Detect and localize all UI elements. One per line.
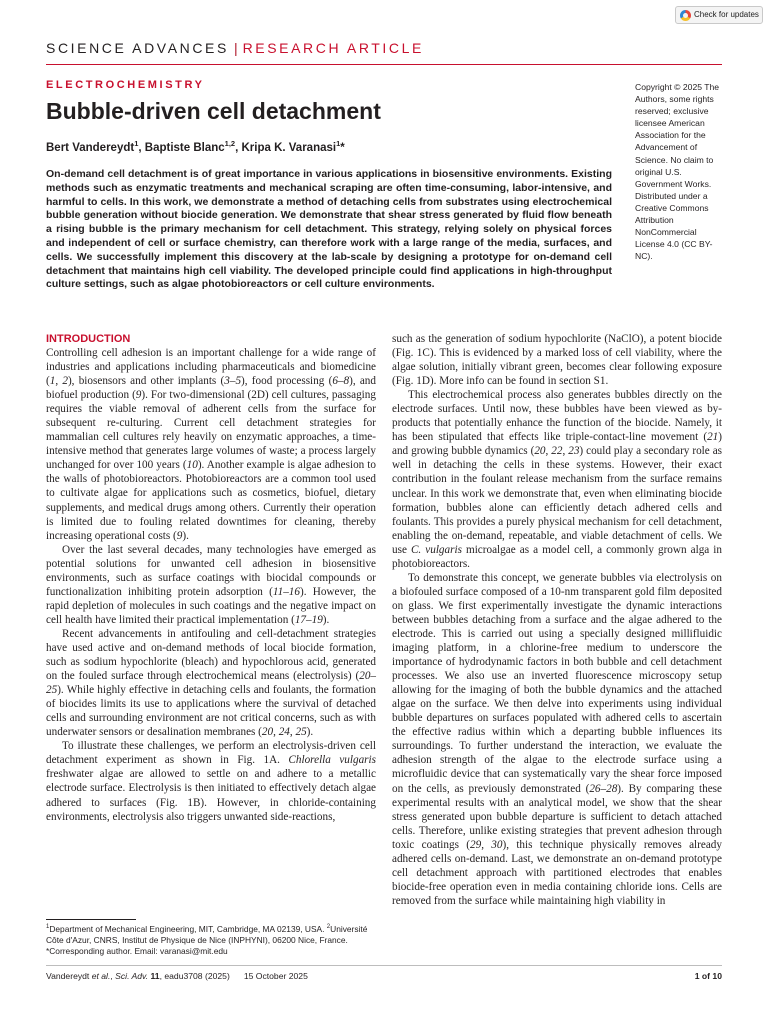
author-name: Bert Vandereydt: [46, 141, 135, 154]
reference-citation: 17–19: [294, 613, 323, 626]
reference-citation: 21: [707, 431, 719, 444]
reference-citation: 22: [551, 445, 563, 458]
author-affiliation-marker: 1: [134, 139, 139, 148]
reference-citation: 24: [278, 726, 290, 739]
footer-rule: [46, 965, 722, 966]
reference-citation: 20: [261, 726, 274, 739]
body-paragraph: Over the last several decades, many technologies have emerged as potential solutions for unwanted cell adhesion in biosensitive environments, such as surface coatings with biocidal compounds or functionalization inhibiting protein adsorption (11–16). However, the rapid depletion of molecules in such coatings and the negative impact on cell health have limited their practical implementation (17–19).: [46, 543, 376, 626]
reference-citation: 2: [62, 375, 68, 388]
body-paragraph: such as the generation of sodium hypochlorite (NaClO), a potent biocide (Fig. 1C). This is evidenced by a marked loss of cell viability, where the algae solution, initially vibrant green, becomes clear following exposure (Fig. 1D). More info can be found in section S1.: [392, 333, 722, 388]
reference-citation: Chlorella vulgaris: [288, 754, 376, 767]
citation-footer: [46, 971, 308, 981]
body-column-left: [46, 332, 376, 824]
body-paragraph: To illustrate these challenges, we perform an electrolysis-driven cell detachment experiment as shown in Fig. 1A. Chlorella vulgaris freshwater algae are allowed to settle on and adhere to a metallic electrode surface. Electrolysis is then initiated to effectively detach algae adhered to surfaces (Fig. 1B). However, in chloride-containing environments, electrolysis also triggers unwanted side-reactions,: [46, 740, 376, 823]
page-number: 1 of 10: [694, 971, 722, 981]
reference-citation: 9: [135, 389, 142, 402]
author-name: Baptiste Blanc: [144, 141, 225, 154]
body-paragraph: To demonstrate this concept, we generate bubbles via electrolysis on a biofouled surface composed of a 10-nm transparent gold film deposited on glass. We first experimentally investigate the dynamic interactions between bubbles detaching from a surface and the algae adhered to the electrode. This is carried out using a specially designed millifluidic imaging platform, in a chlorine-free medium to underscore the importance of hydrodynamic factors in both bubble and cell detachment processes. We also use an inverted fluorescence microscopy setup allowing for the imaging of both the bubble dynamics and the attached algae on the surface. We then delve into experiments using individual bubble departures on surfaces populated with adhered cells to ascertain the effective radius within which a departing bubble influences its surroundings. To further understand the interaction, we evaluate the adhesion strength of the algae to the electrode surface using a microfluidic device that can systematically vary the shear force imposed on the cells, as previously demonstrated (26–28). By comparing these experimental results with an analytical model, we show that the shear stress generated upon bubble departure is sufficient to detach attached cells. Therefore, unlike existing strategies that prevent adhesion through toxic coatings (29, 30), this technique physically removes already adhered cells on-demand. Last, we demonstrate an on-demand prototype cell detachment approach with partitioned electrodes that enables biocide-free operation even in media containing chloride ions. Cells are removed from the surface while maintaining high viability in: [392, 571, 722, 907]
footnote-rule: [46, 919, 136, 920]
crossmark-icon: [680, 10, 691, 21]
article-category: ELECTROCHEMISTRY: [46, 79, 205, 91]
footer-authors: Vandereydt: [46, 971, 92, 981]
check-for-updates-button[interactable]: [675, 6, 763, 24]
reference-citation: C. vulgaris: [410, 543, 462, 556]
affiliation-marker: 1: [46, 924, 50, 930]
body-paragraph: This electrochemical process also generates bubbles directly on the electrode surfaces. Until now, these bubbles have been viewed as by-products that potentially enhance the function of the biocide. Namely, it has been stipulated that effects like triple-contact-line movement (21) and growing bubble dynamics (20, 22, 23) could play a secondary role as well in detaching the cells in these systems. However, their exact contribution in the foulant release mechanism from the surface remains unclear. In this work we demonstrate that, even when eliminating biocide formation, bubbles alone can efficiently detach adhered cells and foulants. This provides a purely physical mechanism for cell detachment, enabling the on-demand, repeatable, and viable detachment of cells. We use C. vulgaris microalgae as a model cell, a commonly grown alga in photobioreactors.: [392, 389, 723, 570]
body-paragraph: Controlling cell adhesion is an important challenge for a wide range of industries and applications including pharmaceuticals and biomedicine (1, 2), biosensors and other implants (3–5), food processing (6–8), and biofuel production (9). For two-dimensional (2D) cell cultures, passaging requires the viable removal of adherent cells from the surface for subsequent re-culturing. Current cell detachment strategies for mammalian cell cultures rely heavily on enzymatic approaches, a time-intensive method that generates large volumes of waste; a process largely unchanged for over 100 years (10). Another example is algae adhesion to the walls of photobioreactors. Photobioreactors are a common tool used to cultivate algae for applications such as cosmetics, biofuel, dietary supplements, and medical drugs among others. Currently their operation is limited due to fouling related downtimes for cleaning, thereby increasing operational costs (9).: [46, 347, 376, 542]
reference-citation: 30: [491, 838, 503, 851]
reference-citation: 9: [176, 529, 183, 542]
reference-citation: 6–8: [332, 375, 350, 388]
affiliation-text: Université Côte d'Azur, CNRS, Institut de Physique de Nice (INPHYNI), 06200 Nice, France.: [46, 923, 368, 945]
reference-citation: 23: [568, 445, 580, 458]
corresponding-author-email: *Corresponding author. Email: varanasi@mit.edu: [46, 946, 228, 957]
reference-citation: 11–16: [272, 585, 300, 598]
journal-header: [46, 40, 424, 56]
affiliation-text: Department of Mechanical Engineering, MIT, Cambridge, MA 02139, USA.: [49, 923, 327, 934]
footer-separator: ,: [110, 971, 116, 981]
article-type: RESEARCH ARTICLE: [242, 40, 424, 56]
reference-citation: 10: [186, 459, 198, 472]
journal-name: SCIENCE ADVANCES: [46, 40, 229, 56]
author-list: [46, 139, 345, 154]
header-rule: [46, 64, 722, 65]
body-paragraph: Recent advancements in antifouling and cell-detachment strategies have used active and on-demand methods of local biocide formation, such as sodium hypochlorite (bleach) and hypochlorous acid, generated on the fouled surface through electrochemical means (electrolysis) (20–25). While highly effective in detaching cells and foulants, the formation of biocides limits its use to applications where the survival of detached cells and surrounding environment are not critical concerns, such as with underwater sensors or desalination membranes (20, 24, 25).: [46, 627, 376, 739]
reference-citation: 25: [295, 726, 307, 739]
author-separator: ,: [138, 141, 145, 154]
footer-etal: et al.: [91, 971, 111, 981]
affiliations-footnote: [46, 922, 378, 957]
abstract: On-demand cell detachment is of great importance in various applications in biosensitive environments. Existing methods such as enzymatic treatments and mechanical scraping are often time-consuming, labor-intensive, and harmful to cells. In this work, we demonstrate a method of detaching cells from substrates using electrochemical bubble generation without biocide generation. We demonstrate that shear stress generated by fluid flow beneath a rising bubble is the primary mechanism for cell detachment. This strategy, relying solely on physical forces and independent of cell or surface chemistry, can therefore work with a large range of the media, surfaces, and cells. We successfully implement this discovery at the lab-scale by designing a prototype for on-demand cell detachment that maintains high cell viability. The developed principle could find applications in high-throughput culture settings, such as algae photobioreactors or cell culture environments.: [46, 168, 612, 291]
reference-citation: 20: [534, 445, 546, 458]
body-column-right: [392, 332, 722, 908]
reference-citation: 1: [49, 375, 56, 388]
affiliation-marker: 2: [326, 924, 331, 930]
article-title: Bubble-driven cell detachment: [46, 98, 381, 124]
reference-citation: 3–5: [224, 375, 242, 388]
footer-date: 15 October 2025: [243, 971, 308, 981]
footer-journal: Sci. Adv.: [115, 971, 149, 981]
copyright-notice: Copyright © 2025 The Authors, some rights reserved; exclusive licensee American Association for the Advancement of Science. No claim to original U.S. Government Works. Distributed under a Creative Commons Attribution NonCommercial License 4.0 (CC BY-NC).: [635, 82, 720, 262]
reference-citation: 20–25: [46, 670, 376, 697]
section-heading-introduction: INTRODUCTION: [46, 333, 131, 345]
corresponding-author-marker: *: [340, 141, 345, 154]
footer-volume: 11: [148, 971, 160, 981]
author-separator: ,: [235, 141, 242, 154]
reference-citation: 26–28: [589, 782, 618, 795]
author-name: Kripa K. Varanasi: [241, 141, 337, 154]
check-for-updates-label: Check for updates: [694, 10, 759, 19]
footer-article-id: , eadu3708 (2025): [159, 971, 230, 981]
author-affiliation-marker: 1,2: [224, 139, 236, 148]
reference-citation: 29: [470, 838, 482, 851]
author-affiliation-marker: 1: [336, 139, 341, 148]
header-separator: |: [233, 40, 238, 56]
